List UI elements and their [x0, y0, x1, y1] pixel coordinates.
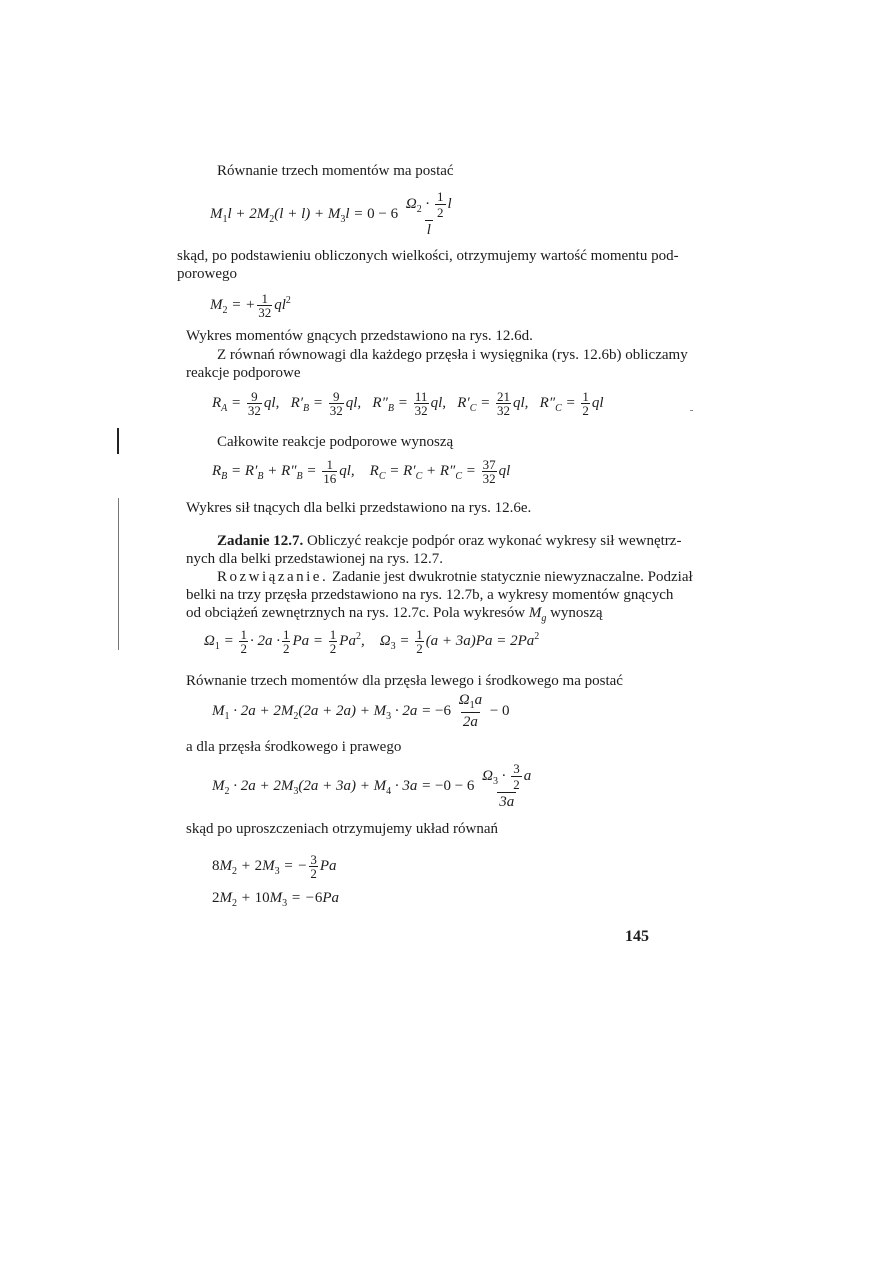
scan-speck — [690, 410, 693, 411]
solution-line-1 — [217, 568, 693, 586]
intro-three-moments: Równanie trzech momentów ma postać — [217, 163, 454, 179]
solution-line-3: od obciążeń zewnętrznych na rys. 12.7c. Pola wykresów $M_g$ wynoszą — [186, 605, 603, 624]
task-line-1 — [217, 532, 681, 550]
total-reactions-text: Całkowite reakcje podporowe wynoszą — [217, 434, 454, 450]
equation-middle-right: $M_2 \cdot 2a + 2M_3(2a + 3a) + M_4 \cdot 3a = -0 - 6$ $\Omega_3$ · $\frac{3}{2}$ a 3a — [212, 761, 532, 810]
after-eq1-line2: porowego — [177, 266, 237, 282]
solution-text-2: belki na trzy przęsła przedstawiono na rys. 12.7b, a wykresy momentów gnących — [186, 587, 674, 603]
equation-left-middle: $M_1 \cdot 2a + 2M_2(2a + 2a) + M_3 \cdot 2a = -6$ $\frac{\Omega_1a}{2a}$ − 0 — [212, 692, 510, 730]
equation-fraction: $\Omega_2$ · $\frac{1}{2}$ l l — [405, 189, 452, 238]
page-number: 145 — [625, 928, 649, 945]
equilibrium-text-1: Z równań równowagi dla każdego przęsła i wysięgnika (rys. 12.6b) obliczamy — [217, 347, 688, 363]
solution-label: Rozwiązanie. — [217, 569, 329, 585]
task-label: Zadanie 12.7. — [217, 533, 304, 549]
equation-total-reactions: $R_B = R'_B + R''_B$ = $\frac{1}{16}$ ql, $R_C = R'_C + R''_C$ = $\frac{37}{32}$ ql — [212, 457, 511, 486]
shear-diagram-text: Wykres sił tnących dla belki przedstawiono na rys. 12.6e. — [186, 500, 532, 516]
solution-text-3-tail: wynoszą — [550, 605, 603, 621]
solution-text-3: od obciążeń zewnętrznych na rys. 12.7c. Pola wykresów — [186, 605, 526, 621]
equation-m2: $M_2$ = + $\frac{1}{32}$ $ql^2$ — [210, 291, 291, 320]
task-text-2: nych dla belki przedstawionej na rys. 12.7. — [186, 551, 444, 567]
equation-three-moments: $M_1l + 2M_2(l + l) + M_3l = 0 - 6$ $\Omega_2$ · $\frac{1}{2}$ l l — [210, 189, 452, 238]
equation-areas: $\Omega_1$ = $\frac{1}{2}$ · 2a · $\frac{1}{2}$ Pa = $\frac{1}{2}$ Pa$^2$, $\Omega_3$ = $\frac{1}{2}$ $(a + 3a)Pa = 2Pa^2$ — [204, 627, 540, 656]
scan-mark-thick — [117, 428, 119, 454]
equation-system-2: $2M_2 + 10M_3 = -6Pa$ — [212, 890, 340, 909]
left-middle-text: Równanie trzech momentów dla przęsła lewego i środkowego ma postać — [186, 673, 623, 689]
simplification-text: skąd po uproszczeniach otrzymujemy układ równań — [186, 821, 498, 837]
moment-diagram-text: Wykres momentów gnących przedstawiono na rys. 12.6d. — [186, 328, 533, 344]
equilibrium-text-2: reakcje podporowe — [186, 365, 301, 381]
solution-text-1: Zadanie jest dwukrotnie statycznie niewyznaczalne. Podział — [331, 569, 693, 585]
task-text-1: Obliczyć reakcje podpór oraz wykonać wykresy sił wewnętrz- — [307, 533, 682, 549]
middle-right-text: a dla przęsła środkowego i prawego — [186, 739, 402, 755]
after-eq1-line1: skąd, po podstawieniu obliczonych wielkości, otrzymujemy wartość momentu pod- — [177, 248, 679, 264]
equation-reactions: $R_A$ = $\frac{9}{32}$ ql, $R'_B$ = $\frac{9}{32}$ ql, $R''_B$ = $\frac{11}{32}$ ql, $R'_C$ = $\frac{21}{32}$ ql, $R''_C$ = $\frac{1}{2}$ ql — [212, 389, 604, 418]
scan-mark-thin — [118, 498, 119, 650]
equation-system-1: $8M_2 + 2M_3$ = − $\frac{3}{2}$ Pa — [212, 852, 337, 881]
